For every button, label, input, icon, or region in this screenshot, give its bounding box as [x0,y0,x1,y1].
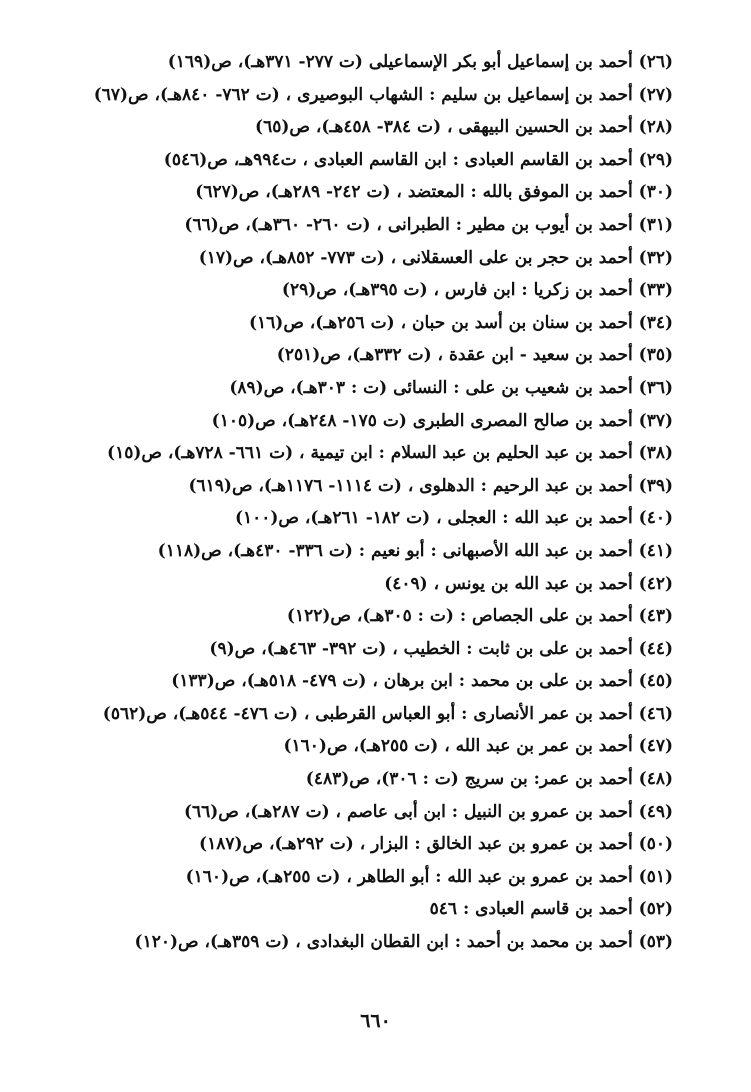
index-entry: (٢٨) أحمد بن الحسين البيهقى ، (ت ٣٨٤- ٤٥٨هـ)، ص(٦٥) [255,117,673,138]
index-entry: (٤٤) أحمد بن على بن ثابت : الخطيب ، (ت ٣٩٢- ٤٦٣هـ)، ص(٩) [209,638,673,659]
index-entry: (٤٦) أحمد بن عمر الأنصارى : أبو العباس القرطبى ، (ت ٤٧٦- ٥٤٤هـ)، ص(٥٦٢) [102,703,673,724]
index-entry: (٤٩) أحمد بن عمرو بن النبيل : ابن أبى عاصم ، (ت ٢٨٧هـ)، ص(٦٦) [183,801,673,822]
index-entry: (٣٥) أحمد بن سعيد - ابن عقدة ، (ت ٣٣٢هـ)، ص(٢٥١) [276,345,673,366]
index-entry: (٥٢) أحمد بن قاسم العبادى : ٥٤٦ [429,899,673,920]
index-entry: (٣٩) أحمد بن عبد الرحيم : الدهلوى ، (ت ١١١٤- ١١٧٦هـ)، ص(٦١٩) [188,475,673,496]
index-entry: (٥٠) أحمد بن عمرو بن عبد الخالق : البزار ، (ت ٢٩٢هـ)، ص(١٨٧) [199,834,673,855]
index-entry: (٣٠) أحمد بن الموفق بالله : المعتضد ، (ت ٢٤٢- ٢٨٩هـ)، ص(٦٢٧) [195,182,673,203]
index-entry: (٤٠) أحمد بن عبد الله : العجلى ، (ت ١٨٢- ٢٦١هـ)، ص(١٠٠) [234,508,673,529]
index-entry: (٤٧) أحمد بن عمر بن عبد الله ، (ت ٢٥٥هـ)، ص(١٦٠) [283,736,673,757]
index-entry: (٣١) أحمد بن أيوب بن مطير : الطبرانى ، (ت ٢٦٠- ٣٦٠هـ)، ص(٦٦) [184,214,673,235]
index-entry: (٢٦) أحمد بن إسماعيل أبو بكر الإسماعيلى (ت ٢٧٧- ٣٧١هـ)، ص(١٦٩) [167,52,673,72]
index-entry: (٤٨) أحمد بن عمر: بن سريج (ت : ٣٠٦)، ص(٤٨٣) [305,769,673,790]
index-entry: (٣٢) أحمد بن حجر بن على العسقلانى ، (ت ٧٧٣- ٨٥٢هـ)، ص(١٧) [198,247,673,268]
index-entry: (٢٧) أحمد بن إسماعيل بن سليم : الشهاب البوصيرى ، (ت ٧٦٢- ٨٤٠هـ)، ص(٦٧) [93,84,673,105]
index-entry: (٤٢) أحمد بن عبد الله بن يونس ، (٤٠٩) [384,573,673,594]
index-entry: (٥٣) أحمد بن محمد بن أحمد : ابن القطان البغدادى ، (ت ٣٥٩هـ)، ص(١٢٠) [134,932,673,953]
index-entry: (٣٤) أحمد بن سنان بن أسد بن حبان ، (ت ٢٥٦هـ)، ص(١٦) [248,312,673,333]
index-entry: (٣٦) أحمد بن شعيب بن على : النسائى (ت : ٣٠٣هـ)، ص(٨٩) [229,377,673,398]
index-entry: (٥١) أحمد بن عمرو بن عبد الله : أبو الطاهر ، (ت ٢٥٥هـ)، ص(١٦٠) [185,866,673,887]
index-entry: (٤٥) أحمد بن على بن محمد : ابن برهان ، (ت ٤٧٩- ٥١٨هـ)، ص(١٣٣) [171,671,673,692]
index-entry: (٣٣) أحمد بن زكريا : ابن فارس ، (ت ٣٩٥هـ)، ص(٢٩) [281,280,673,301]
index-entries-list [33,46,673,959]
page-number: ٦٦٠ [360,1010,391,1032]
index-entry: (٢٩) أحمد بن القاسم العبادى : ابن القاسم العبادى ، ت٩٩٤هـ، ص(٥٤٦) [163,149,673,170]
index-entry: (٣٧) أحمد بن صالح المصرى الطبرى (ت ١٧٥- ٢٤٨هـ)، ص(١٠٥) [211,410,673,431]
index-entry: (٣٨) أحمد بن عبد الحليم بن عبد السلام : ابن تيمية ، (ت ٦٦١- ٧٢٨هـ)، ص(١٥) [107,443,673,464]
index-entry: (٤١) أحمد بن عبد الله الأصبهانى : أبو نعيم : (ت ٣٣٦- ٤٣٠هـ)، ص(١١٨) [157,540,673,561]
index-entry: (٤٣) أحمد بن على الجصاص : (ت : ٣٠٥هـ)، ص(١٢٢) [286,606,673,627]
